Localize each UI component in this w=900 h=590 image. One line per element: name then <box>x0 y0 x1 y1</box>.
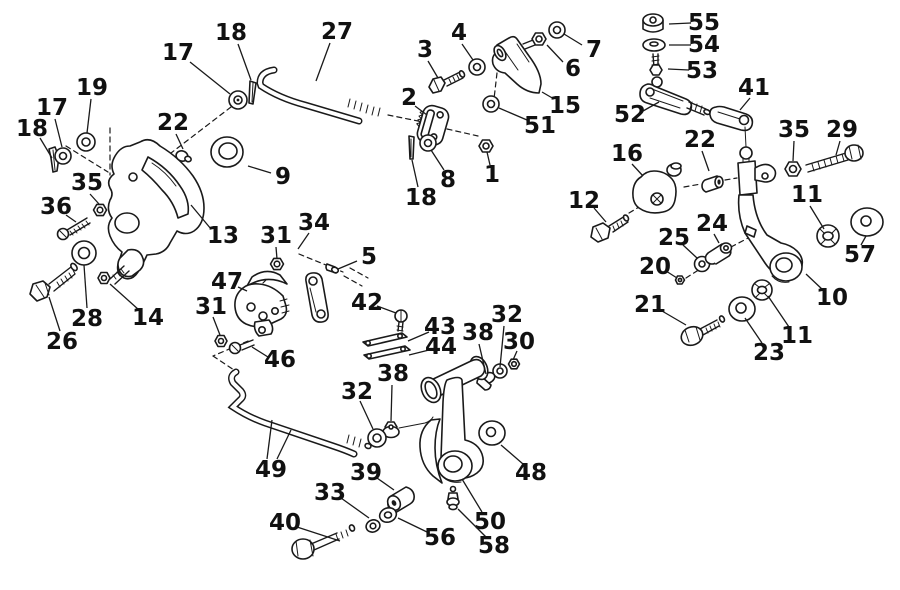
callout-number: 32 <box>340 379 374 405</box>
leader-line <box>564 34 582 45</box>
callout-number: 55 <box>687 10 721 36</box>
callout-number: 14 <box>131 305 165 331</box>
callout-50 <box>462 479 506 535</box>
part-link-41 <box>710 107 753 148</box>
part-link-52 <box>640 84 711 115</box>
part-grommet-17b <box>229 91 247 109</box>
part-washer-28 <box>72 241 96 265</box>
callout-14 <box>110 284 164 331</box>
leader-line <box>391 385 392 421</box>
leader-line <box>462 479 482 512</box>
callout-number: 31 <box>259 223 293 249</box>
callout-number: 40 <box>268 510 302 536</box>
callout-51 <box>499 108 556 139</box>
callout-number: 39 <box>349 460 383 486</box>
leader-line <box>338 261 357 269</box>
callout-number: 24 <box>695 211 729 237</box>
callout-23 <box>745 318 785 366</box>
callout-number: 30 <box>502 329 536 355</box>
part-screw-36 <box>58 218 91 240</box>
callout-41 <box>738 75 770 110</box>
part-clamp-44 <box>364 346 410 359</box>
callout-9 <box>248 164 291 190</box>
part-rod-27 <box>260 70 380 121</box>
part-cotter-pin-18b <box>249 81 256 104</box>
callout-35-1 <box>71 170 103 204</box>
leader-line <box>190 62 230 94</box>
callout-number: 10 <box>815 285 849 311</box>
callout-number: 7 <box>585 37 603 63</box>
callout-5 <box>338 244 377 270</box>
callout-number: 42 <box>350 290 384 316</box>
callout-number: 19 <box>75 75 109 101</box>
leader-line <box>547 45 563 62</box>
leader-line <box>412 160 418 187</box>
callout-6 <box>547 45 581 82</box>
leader-line <box>316 43 330 81</box>
part-grommet-17a <box>55 148 71 164</box>
callout-number: 11 <box>790 182 824 208</box>
callout-number: 48 <box>514 460 548 486</box>
leader-line <box>810 206 824 229</box>
callout-number: 22 <box>683 127 717 153</box>
callout-34 <box>298 210 330 249</box>
callout-18-2 <box>215 20 251 80</box>
callout-number: 26 <box>45 329 79 355</box>
callout-52 <box>614 102 659 128</box>
leader-line <box>398 518 427 532</box>
leader-line <box>87 99 91 133</box>
callout-number: 35 <box>777 117 811 143</box>
callout-number: 41 <box>737 75 771 101</box>
leader-line <box>499 108 527 120</box>
callout-number: 28 <box>70 306 104 332</box>
callout-number: 15 <box>548 93 582 119</box>
part-washer-48 <box>479 421 505 445</box>
part-bolt-40 <box>292 524 355 559</box>
part-nut-6 <box>532 33 546 45</box>
callout-number: 18 <box>15 116 49 142</box>
part-washer-7 <box>549 22 565 38</box>
part-link-34 <box>306 273 328 322</box>
callout-number: 58 <box>477 533 511 559</box>
part-nut-35a <box>94 204 107 215</box>
callout-number: 51 <box>523 113 557 139</box>
part-bolt-21 <box>678 315 725 348</box>
leader-line <box>428 61 438 78</box>
callout-number: 36 <box>39 194 73 220</box>
callout-31-1 <box>260 223 292 259</box>
leader-line <box>55 119 62 147</box>
callout-number: 9 <box>274 164 292 190</box>
leader-line <box>462 44 473 60</box>
part-clamp-43 <box>363 333 407 346</box>
callout-number: 52 <box>613 102 647 128</box>
part-washer-23 <box>729 297 755 321</box>
callout-4 <box>451 20 473 60</box>
part-bolt-3 <box>429 70 466 93</box>
callout-42 <box>351 290 396 316</box>
part-washer-32b <box>368 429 386 447</box>
callout-21 <box>634 292 686 325</box>
part-screw-42 <box>395 310 407 331</box>
part-bracket-15 <box>492 37 541 93</box>
callout-28 <box>71 265 103 332</box>
leader-line <box>84 265 87 308</box>
leader-line <box>360 401 373 429</box>
callout-20 <box>639 254 677 280</box>
callout-number: 29 <box>825 117 859 143</box>
part-washer-54 <box>643 39 665 51</box>
callout-number: 43 <box>423 314 457 340</box>
part-grommet-11a <box>817 225 839 247</box>
callout-number: 11 <box>780 323 814 349</box>
callout-19 <box>76 75 108 133</box>
part-bolt-26 <box>30 262 78 301</box>
callout-number: 2 <box>400 85 418 111</box>
part-bolt-29 <box>806 145 863 172</box>
callout-54 <box>669 32 720 58</box>
part-pin-5 <box>326 264 339 274</box>
callout-17-2 <box>162 40 230 94</box>
callout-number: 18 <box>404 185 438 211</box>
callout-number: 27 <box>320 19 354 45</box>
callout-18-3 <box>405 160 437 211</box>
callout-number: 8 <box>439 167 457 193</box>
callout-number: 57 <box>843 242 877 268</box>
part-bolt-12 <box>591 214 630 242</box>
part-nut-1 <box>479 140 493 152</box>
part-nut-55 <box>643 14 663 32</box>
callout-number: 31 <box>194 294 228 320</box>
callout-number: 56 <box>423 525 457 551</box>
part-nut-31a <box>271 258 284 269</box>
part-washer-8 <box>420 135 436 151</box>
part-bushing-24 <box>706 243 732 264</box>
part-washer-9 <box>211 137 243 167</box>
callout-number: 5 <box>360 244 378 270</box>
callout-30 <box>503 329 535 360</box>
callout-32-2 <box>341 379 373 429</box>
callout-16 <box>611 141 643 176</box>
callout-39 <box>350 460 394 490</box>
callout-number: 18 <box>214 20 248 46</box>
callout-3 <box>417 37 438 78</box>
part-nut-31b <box>215 336 227 347</box>
callout-number: 33 <box>313 480 347 506</box>
callout-number: 4 <box>450 20 468 46</box>
callout-36 <box>40 194 76 222</box>
callout-number: 1 <box>483 162 501 188</box>
callout-number: 6 <box>564 56 582 82</box>
leader-line <box>277 430 291 459</box>
part-grommet-19 <box>77 133 95 151</box>
leader-line <box>836 141 840 155</box>
callout-number: 53 <box>685 58 719 84</box>
part-arm-50 <box>399 354 491 483</box>
callout-35-2 <box>778 117 810 161</box>
callout-10 <box>806 274 848 311</box>
callout-number: 49 <box>254 457 288 483</box>
callout-number: 54 <box>687 32 721 58</box>
callout-56 <box>398 518 456 551</box>
part-nut-14 <box>98 273 110 284</box>
part-washer-4 <box>469 59 485 75</box>
callout-31-2 <box>195 294 227 335</box>
callout-1 <box>484 152 500 188</box>
part-screw-58 <box>447 487 459 510</box>
part-screw-53 <box>650 54 662 87</box>
part-washer-51 <box>483 96 499 112</box>
callout-number: 34 <box>297 210 331 236</box>
callout-38-2 <box>377 361 409 421</box>
callout-11-1 <box>791 182 824 229</box>
part-knob-16 <box>633 163 681 213</box>
part-bushing-22b <box>702 176 723 192</box>
callout-number: 35 <box>70 170 104 196</box>
callout-46 <box>252 347 296 373</box>
leader-line <box>238 44 251 80</box>
callout-number: 38 <box>461 320 495 346</box>
callout-12 <box>568 188 606 222</box>
callout-48 <box>501 445 547 486</box>
leader-line <box>702 151 709 171</box>
callout-18-1 <box>16 116 52 158</box>
part-washer-57 <box>851 208 883 236</box>
leader-line <box>49 297 60 331</box>
part-washer-33 <box>364 518 381 534</box>
callout-number: 32 <box>490 302 524 328</box>
callout-47 <box>211 269 247 295</box>
callout-number: 25 <box>657 225 691 251</box>
callout-number: 38 <box>376 361 410 387</box>
leader-line <box>793 141 794 161</box>
part-nut-30 <box>509 359 520 369</box>
callout-number: 23 <box>752 340 786 366</box>
callout-number: 13 <box>206 223 240 249</box>
callout-number: 12 <box>567 188 601 214</box>
callout-number: 17 <box>161 40 195 66</box>
callout-number: 44 <box>424 334 458 360</box>
callout-number: 46 <box>263 347 297 373</box>
callout-24 <box>696 211 728 243</box>
leader-line <box>248 166 271 173</box>
part-cotter-pin-18c <box>409 136 414 159</box>
callout-number: 21 <box>633 292 667 318</box>
callout-22-2 <box>684 127 716 171</box>
callout-number: 3 <box>416 37 434 63</box>
part-screw-46 <box>230 340 255 354</box>
callout-57 <box>844 236 876 268</box>
callout-53 <box>668 58 718 84</box>
callout-number: 22 <box>156 110 190 136</box>
part-nut-35b <box>785 162 801 176</box>
callout-number: 17 <box>35 95 69 121</box>
callout-27 <box>316 19 353 81</box>
callout-number: 50 <box>473 509 507 535</box>
callout-number: 20 <box>638 254 672 280</box>
callout-number: 47 <box>210 269 244 295</box>
callout-number: 16 <box>610 141 644 167</box>
